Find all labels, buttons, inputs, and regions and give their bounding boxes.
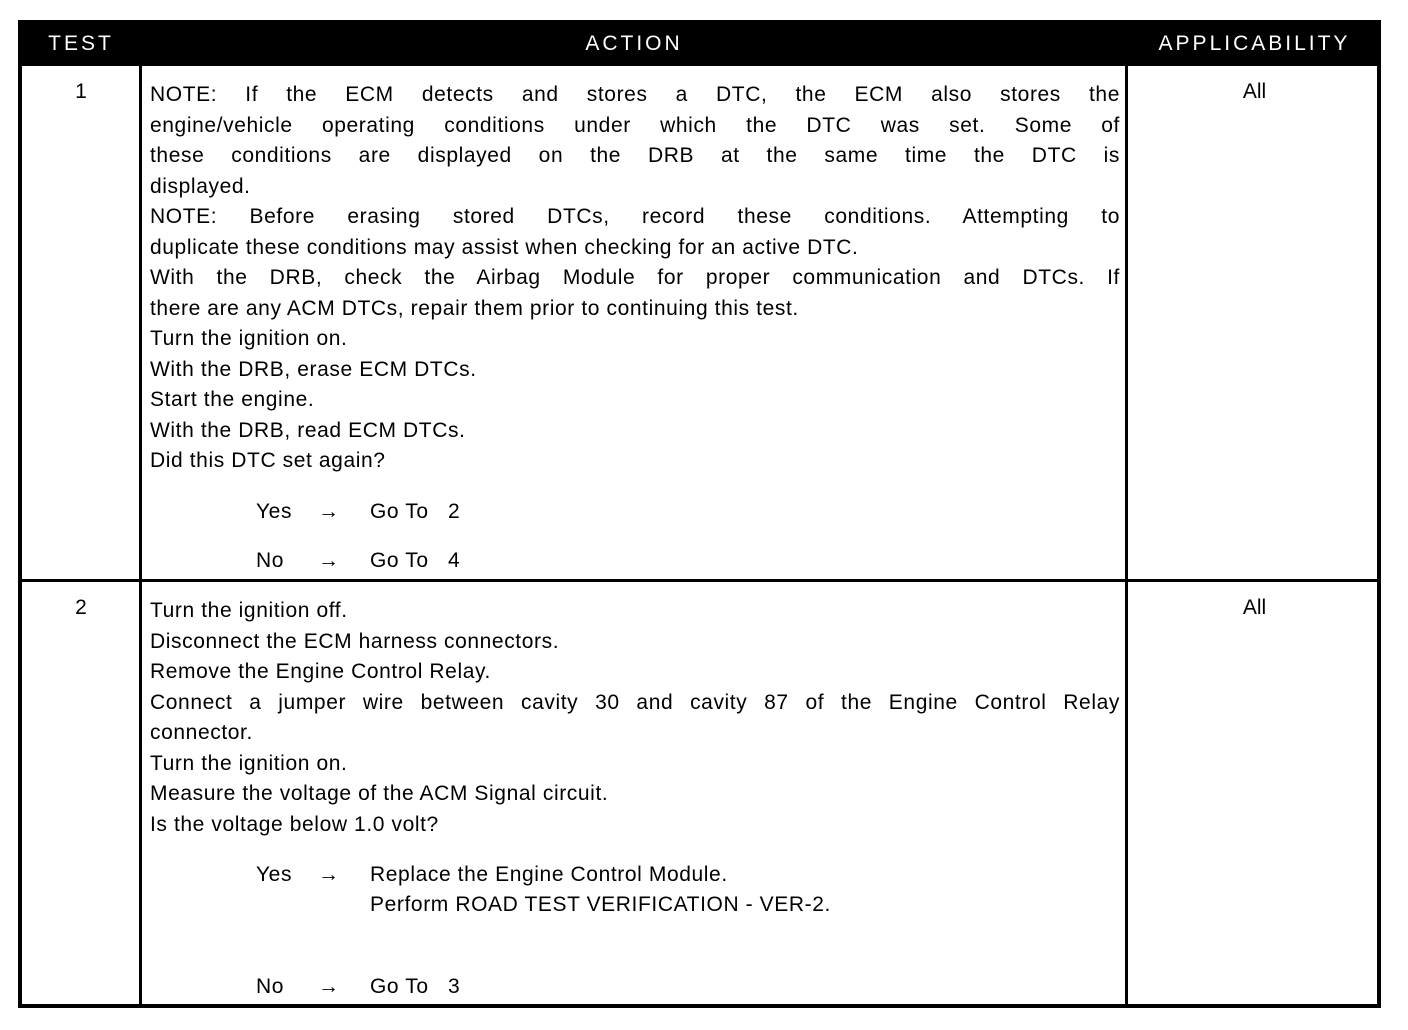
action-line: NOTE: If the ECM detects and stores a DTC, the ECM also stores the [150, 83, 1120, 106]
outcome-yes-continued [150, 890, 1120, 920]
action-line: Turn the ignition on. [150, 327, 348, 350]
action-line: With the DRB, read ECM DTCs. [150, 418, 466, 442]
table-header [22, 24, 1377, 66]
outcome-no [150, 972, 1120, 1002]
outcome-yes [150, 860, 1120, 890]
action-line: Turn the ignition off. [150, 599, 348, 622]
applicability-value: All [1242, 80, 1267, 103]
outcome-yes [150, 497, 1120, 527]
action-cell [150, 596, 1120, 1002]
outcome-result: Go To 2 [370, 499, 461, 523]
header-test: TEST [48, 32, 114, 55]
table-row [22, 66, 1377, 579]
outcome-label: No [256, 548, 285, 572]
action-line: Remove the Engine Control Relay. [150, 660, 491, 683]
arrow-icon: → [318, 863, 340, 886]
outcome-label: Yes [256, 499, 293, 523]
action-line: duplicate these conditions may assist when checking for an active DTC. [150, 235, 859, 259]
table-row [22, 582, 1377, 1008]
arrow-icon: → [318, 975, 340, 998]
action-line: NOTE: Before erasing stored DTCs, record these conditions. Attempting to [150, 205, 1120, 228]
action-line: With the DRB, erase ECM DTCs. [150, 357, 477, 381]
action-line: Connect a jumper wire between cavity 30 and cavity 87 of the Engine Control Relay [150, 690, 1120, 714]
action-line: Is the voltage below 1.0 volt? [150, 812, 439, 836]
diagnostic-table [18, 20, 1381, 1008]
header-applicability: APPLICABILITY [1158, 32, 1351, 55]
action-line: Start the engine. [150, 388, 315, 411]
action-line: Measure the voltage of the ACM Signal circuit. [150, 782, 609, 805]
action-line: there are any ACM DTCs, repair them prior to continuing this test. [150, 296, 799, 320]
action-line: With the DRB, check the Airbag Module for proper communication and DTCs. If [150, 266, 1120, 289]
outcome-label: No [256, 975, 285, 998]
action-line: Did this DTC set again? [150, 449, 386, 472]
outcome-result: Replace the Engine Control Module. [370, 863, 728, 886]
outcome-no [150, 546, 1120, 576]
arrow-icon: → [318, 499, 340, 523]
arrow-icon: → [318, 548, 340, 572]
applicability-value: All [1242, 596, 1267, 619]
action-line: Disconnect the ECM harness connectors. [150, 629, 560, 653]
action-line: engine/vehicle operating conditions under which the DTC was set. Some of [150, 113, 1120, 137]
outcome-result-line2: Perform ROAD TEST VERIFICATION - VER-2. [370, 893, 831, 916]
action-line: displayed. [150, 174, 251, 198]
outcome-result: Go To 3 [370, 975, 461, 998]
action-cell [150, 80, 1120, 576]
test-number: 1 [75, 80, 87, 103]
action-line: these conditions are displayed on the DRB at the same time the DTC is [150, 144, 1120, 167]
outcome-label: Yes [256, 863, 293, 886]
action-line: Turn the ignition on. [150, 751, 348, 775]
action-line: connector. [150, 721, 253, 744]
test-number: 2 [75, 596, 87, 619]
header-action: ACTION [585, 32, 683, 55]
outcome-result: Go To 4 [370, 548, 461, 572]
